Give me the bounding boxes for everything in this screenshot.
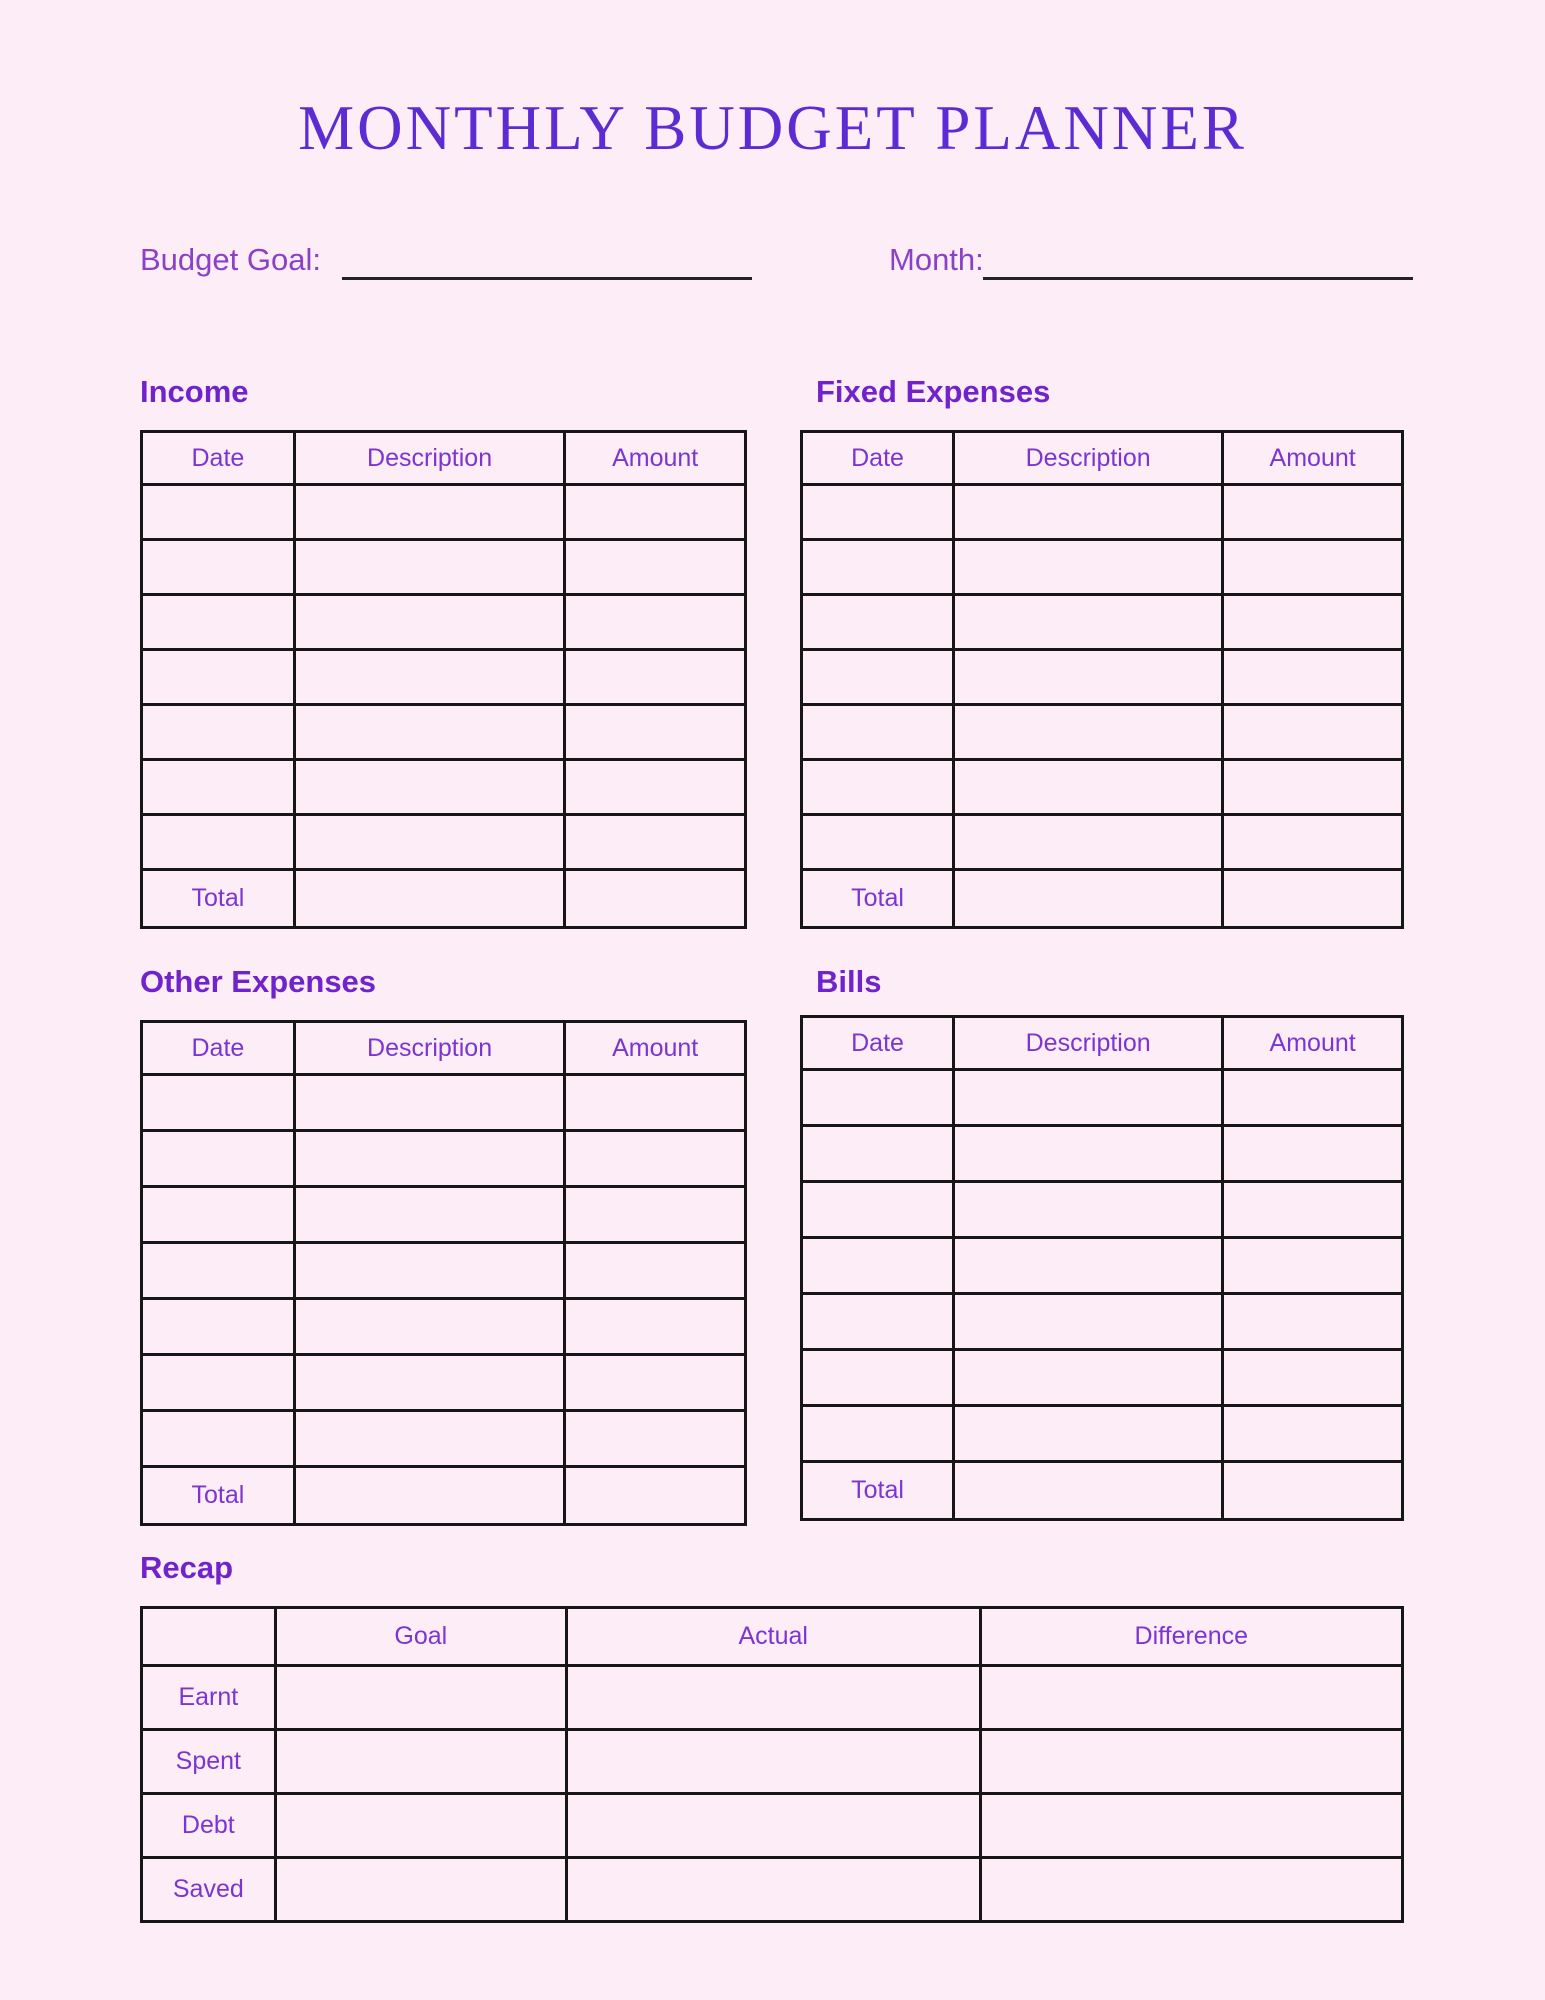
table-row [142,760,746,815]
row-label-spent: Spent [142,1730,276,1794]
column-header-goal: Goal [275,1608,566,1666]
total-row [142,1467,746,1525]
empty-cell [565,760,746,815]
empty-cell [566,1730,980,1794]
empty-cell [565,595,746,650]
income-section-title: Income [140,374,249,409]
table-header-row [142,1608,1403,1666]
income-section [140,372,747,929]
empty-cell [1223,870,1403,928]
column-header-description: Description [954,432,1223,485]
empty-cell [802,1238,954,1294]
empty-cell [294,1075,565,1131]
month-fill-line [983,277,1413,280]
empty-cell [954,1350,1223,1406]
table-row [142,650,746,705]
empty-cell [142,485,295,540]
empty-cell [565,705,746,760]
empty-cell [954,540,1223,595]
empty-cell [275,1794,566,1858]
empty-cell [954,1462,1223,1520]
empty-cell [954,1182,1223,1238]
empty-cell [1223,1070,1403,1126]
empty-cell [1223,1182,1403,1238]
empty-cell [294,705,565,760]
table-row [142,1187,746,1243]
empty-cell [954,650,1223,705]
empty-cell [294,650,565,705]
table-row [142,815,746,870]
table-header-row [142,432,746,485]
empty-cell [954,595,1223,650]
empty-cell [142,1355,295,1411]
empty-cell [294,760,565,815]
empty-cell [802,540,954,595]
table-row [142,540,746,595]
empty-cell [565,540,746,595]
empty-cell [142,1243,295,1299]
column-header-description: Description [294,432,565,485]
empty-cell [802,1406,954,1462]
empty-cell [954,1126,1223,1182]
empty-cell [294,485,565,540]
table-row [142,1355,746,1411]
empty-cell [275,1730,566,1794]
column-header-date: Date [142,1022,295,1075]
empty-cell [294,1243,565,1299]
other-expenses-table [140,1020,747,1526]
column-header-description: Description [954,1017,1223,1070]
empty-cell [954,485,1223,540]
empty-cell [565,1467,746,1525]
table-row [802,815,1403,870]
empty-cell [802,1182,954,1238]
empty-cell [802,485,954,540]
other-expenses-section [140,962,747,1526]
empty-cell [1223,540,1403,595]
table-row [802,1350,1403,1406]
empty-cell [802,760,954,815]
budget-goal-fill-line [342,277,752,280]
empty-cell [565,870,746,928]
empty-cell [980,1730,1402,1794]
empty-cell [802,1350,954,1406]
empty-cell [294,870,565,928]
empty-cell [566,1794,980,1858]
empty-cell [1223,815,1403,870]
empty-cell [142,705,295,760]
recap-row-spent [142,1730,1403,1794]
recap-section [140,1548,1404,1923]
empty-cell [1223,1294,1403,1350]
empty-cell [294,595,565,650]
total-label: Total [142,870,295,928]
empty-cell [1223,595,1403,650]
empty-cell [954,1070,1223,1126]
empty-cell [954,1294,1223,1350]
total-row [802,870,1403,928]
empty-cell [294,815,565,870]
recap-row-earnt [142,1666,1403,1730]
column-header-actual: Actual [566,1608,980,1666]
page-title: MONTHLY BUDGET PLANNER [298,93,1247,163]
recap-table [140,1606,1404,1923]
table-row [802,485,1403,540]
table-row [142,1075,746,1131]
fixed-expenses-table [800,430,1404,929]
empty-cell [294,1411,565,1467]
empty-cell [802,595,954,650]
empty-cell [954,870,1223,928]
table-row [802,1070,1403,1126]
empty-cell [142,760,295,815]
total-label: Total [802,1462,954,1520]
empty-cell [1223,1406,1403,1462]
empty-cell [142,540,295,595]
recap-corner-cell [142,1608,276,1666]
row-label-earnt: Earnt [142,1666,276,1730]
month-label: Month: [889,242,984,277]
column-header-difference: Difference [980,1608,1402,1666]
table-row [142,1243,746,1299]
empty-cell [802,1294,954,1350]
empty-cell [802,1126,954,1182]
empty-cell [142,1187,295,1243]
income-table [140,430,747,929]
empty-cell [954,760,1223,815]
empty-cell [802,1070,954,1126]
empty-cell [142,1131,295,1187]
row-label-saved: Saved [142,1858,276,1922]
other-expenses-section-title: Other Expenses [140,964,377,999]
column-header-amount: Amount [565,432,746,485]
empty-cell [802,650,954,705]
empty-cell [294,1187,565,1243]
empty-cell [565,1411,746,1467]
table-row [802,540,1403,595]
empty-cell [1223,1126,1403,1182]
empty-cell [954,1238,1223,1294]
empty-cell [565,1187,746,1243]
column-header-amount: Amount [1223,432,1403,485]
table-row [142,1299,746,1355]
empty-cell [954,705,1223,760]
table-row [802,650,1403,705]
empty-cell [565,1075,746,1131]
column-header-description: Description [294,1022,565,1075]
empty-cell [1223,705,1403,760]
total-label: Total [142,1467,295,1525]
empty-cell [566,1666,980,1730]
table-header-row [802,432,1403,485]
budget-goal-label: Budget Goal: [140,242,321,277]
empty-cell [980,1858,1402,1922]
table-row [142,1411,746,1467]
empty-cell [565,1299,746,1355]
empty-cell [1223,1462,1403,1520]
empty-cell [142,650,295,705]
empty-cell [954,815,1223,870]
row-label-debt: Debt [142,1794,276,1858]
recap-row-saved [142,1858,1403,1922]
empty-cell [142,595,295,650]
empty-cell [1223,1238,1403,1294]
empty-cell [980,1666,1402,1730]
empty-cell [1223,1350,1403,1406]
table-header-row [142,1022,746,1075]
total-row [802,1462,1403,1520]
total-label: Total [802,870,954,928]
table-row [802,595,1403,650]
table-row [142,705,746,760]
empty-cell [802,815,954,870]
table-row [142,485,746,540]
empty-cell [142,1075,295,1131]
empty-cell [142,1411,295,1467]
empty-cell [294,1131,565,1187]
table-row [142,1131,746,1187]
empty-cell [565,1355,746,1411]
table-row [802,1294,1403,1350]
empty-cell [1223,650,1403,705]
empty-cell [142,815,295,870]
empty-cell [566,1858,980,1922]
column-header-date: Date [142,432,295,485]
column-header-amount: Amount [565,1022,746,1075]
bills-section-title: Bills [816,964,882,999]
empty-cell [294,1299,565,1355]
table-row [802,1238,1403,1294]
empty-cell [565,1131,746,1187]
empty-cell [1223,485,1403,540]
empty-cell [565,650,746,705]
table-row [802,760,1403,815]
column-header-date: Date [802,1017,954,1070]
empty-cell [980,1794,1402,1858]
empty-cell [275,1666,566,1730]
column-header-date: Date [802,432,954,485]
empty-cell [954,1406,1223,1462]
column-header-amount: Amount [1223,1017,1403,1070]
empty-cell [565,815,746,870]
empty-cell [294,540,565,595]
table-row [802,1182,1403,1238]
empty-cell [565,1243,746,1299]
recap-section-title: Recap [140,1550,234,1585]
empty-cell [142,1299,295,1355]
bills-table [800,1015,1404,1521]
table-row [802,1406,1403,1462]
table-row [142,595,746,650]
table-row [802,1126,1403,1182]
empty-cell [1223,760,1403,815]
total-row [142,870,746,928]
recap-row-debt [142,1794,1403,1858]
bills-section [800,962,1404,1521]
empty-cell [294,1467,565,1525]
fixed-expenses-section [800,372,1404,929]
empty-cell [802,705,954,760]
fixed-expenses-section-title: Fixed Expenses [816,374,1051,409]
table-header-row [802,1017,1403,1070]
empty-cell [294,1355,565,1411]
empty-cell [275,1858,566,1922]
table-row [802,705,1403,760]
empty-cell [565,485,746,540]
